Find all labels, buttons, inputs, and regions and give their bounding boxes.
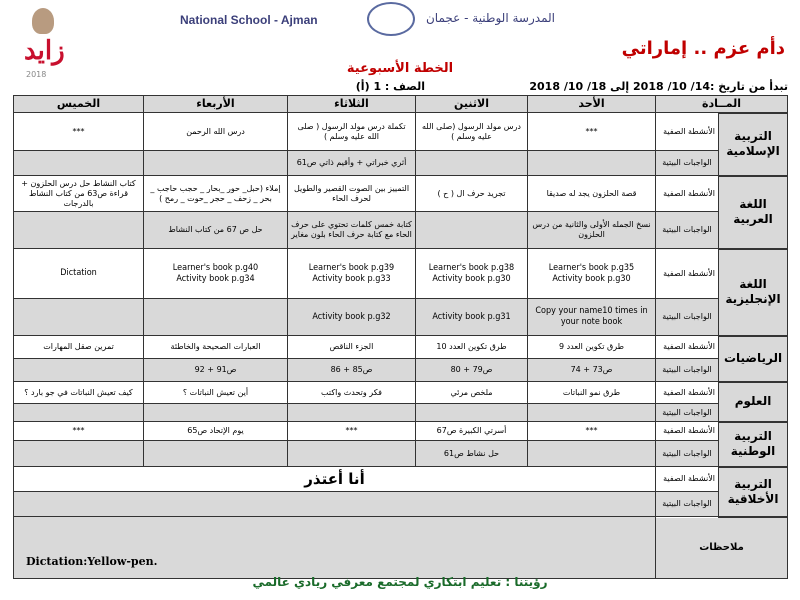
homework-cell: [528, 404, 656, 422]
activity-cell: تمرين صقل المهارات: [14, 336, 144, 359]
activity-cell: ***: [528, 113, 656, 151]
homework-cell: [528, 151, 656, 176]
subject-name: التربية الإسلامية: [719, 113, 788, 176]
subject-name: التربية الوطنية: [719, 422, 788, 467]
activity-cell: ***: [14, 113, 144, 151]
activity-cell: كتاب النشاط حل درس الحلزون + قراءة ص63 من كتاب النشاط بالدرجات: [14, 176, 144, 212]
notes-label: ملاحظات: [656, 517, 788, 579]
table-row-activities: [14, 336, 788, 359]
notes-value: Dictation:Yellow-pen.: [14, 517, 656, 579]
activity-cell: درس مولد الرسول (صلى الله عليه وسلم ): [416, 113, 528, 151]
homework-cell: ص85 + 86: [288, 359, 416, 382]
column-header: الأحد: [528, 96, 656, 113]
homework-cell: كتابة خمس كلمات تحتوي على حرف الحاء مع كتابة حرف الحاء بلون مغاير: [288, 212, 416, 249]
activity-cell: Learner's book p.g39 Activity book p.g33: [288, 249, 416, 299]
row-type-label: الأنشطة الصفية: [656, 249, 719, 299]
activity-cell: طرق تكوين العدد 9: [528, 336, 656, 359]
homework-cell: [144, 404, 288, 422]
table-row-homework: [14, 492, 788, 517]
homework-cell: [14, 404, 144, 422]
school-name-en: National School - Ajman: [180, 13, 318, 27]
year-of-zayed-logo: [20, 6, 70, 79]
table-header-row: [14, 96, 788, 113]
activity-cell: فكر وتحدث واكتب: [288, 382, 416, 404]
homework-cell: [144, 299, 288, 336]
row-type-label: الأنشطة الصفية: [656, 422, 719, 441]
homework-cell: [528, 441, 656, 467]
homework-cell: نسخ الجمله الأولى والثانية من درس الحلزون: [528, 212, 656, 249]
homework-cell: [14, 151, 144, 176]
table-row-activities: [14, 176, 788, 212]
column-header: الثلاثاء: [288, 96, 416, 113]
homework-cell: حل ص 67 من كتاب النشاط: [144, 212, 288, 249]
homework-cell: Copy your name10 times in your note book: [528, 299, 656, 336]
homework-cell: أثري خبراتي + وأقيم ذاتي ص61: [288, 151, 416, 176]
row-type-label: الأنشطة الصفية: [656, 467, 719, 492]
row-type-label: الواجبات البيتية: [656, 404, 719, 422]
table-row-homework: [14, 359, 788, 382]
table-row-activities: [14, 422, 788, 441]
activity-cell: درس الله الرحمن: [144, 113, 288, 151]
subject-name: التربية الأخلاقية: [719, 467, 788, 517]
activity-cell: تكملة درس مولد الرسول ( صلى الله عليه وسلم ): [288, 113, 416, 151]
homework-cell: ص79 + 80: [416, 359, 528, 382]
homework-cell: [14, 441, 144, 467]
subject-name: الرياضيات: [719, 336, 788, 382]
vision-statement: رؤيتنا : تعليم ابتكاري لمجتمع معرفي ريادي عالمي: [252, 575, 548, 589]
activity-cell: طرق تكوين العدد 10: [416, 336, 528, 359]
table-row-homework: [14, 404, 788, 422]
activity-cell: ملخص مرئي: [416, 382, 528, 404]
table-row-activities: [14, 249, 788, 299]
homework-cell: ص91 + 92: [144, 359, 288, 382]
homework-cell: [144, 151, 288, 176]
notes-row: [14, 517, 788, 579]
activity-cell: العبارات الصحيحة والخاطئة: [144, 336, 288, 359]
homework-cell: [288, 441, 416, 467]
activity-cell: إملاء (حبل_ حور _بحار _ حجب حاجب _ بحر _ زحف _ حجر _حوت _ رمح ): [144, 176, 288, 212]
table-row-homework: [14, 441, 788, 467]
row-type-label: الأنشطة الصفية: [656, 336, 719, 359]
activity-cell: كيف تعيش النباتات في جو بارد ؟: [14, 382, 144, 404]
activity-cell: Learner's book p.g40 Activity book p.g34: [144, 249, 288, 299]
subject-name: اللغة الإنجليزية: [719, 249, 788, 336]
activity-cell: Learner's book p.g38 Activity book p.g30: [416, 249, 528, 299]
row-type-label: الواجبات البيتية: [656, 441, 719, 467]
homework-cell: حل نشاط ص61: [416, 441, 528, 467]
date-range: تبدأ من تاريخ :14/ 10/ 2018 إلى 18/ 10/ 2018: [529, 80, 788, 93]
column-header: الخميس: [14, 96, 144, 113]
activity-cell: يوم الإتحاد ص65: [144, 422, 288, 441]
row-type-label: الأنشطة الصفية: [656, 382, 719, 404]
activity-cell: أنا أعتذر: [14, 467, 656, 492]
activity-cell: تجريد حرف ال ( ح ): [416, 176, 528, 212]
activity-cell: Learner's book p.g35 Activity book p.g30: [528, 249, 656, 299]
table-row-homework: [14, 212, 788, 249]
slogan: دأم عزم .. إماراتي: [621, 38, 785, 59]
table-row-homework: [14, 299, 788, 336]
row-type-label: الواجبات البيتية: [656, 151, 719, 176]
row-type-label: الواجبات البيتية: [656, 492, 719, 517]
homework-cell: [416, 212, 528, 249]
table-row-activities: [14, 382, 788, 404]
row-type-label: الواجبات البيتية: [656, 299, 719, 336]
row-type-label: الواجبات البيتية: [656, 212, 719, 249]
homework-cell: ص73 + 74: [528, 359, 656, 382]
homework-cell: [14, 212, 144, 249]
homework-cell: [288, 404, 416, 422]
activity-cell: طرق نمو النباتات: [528, 382, 656, 404]
zayed-logo-year: 2018: [26, 70, 47, 79]
row-type-label: الواجبات البيتية: [656, 359, 719, 382]
homework-cell: [14, 299, 144, 336]
activity-cell: Dictation: [14, 249, 144, 299]
activity-cell: ***: [288, 422, 416, 441]
weekly-plan-table: [13, 95, 788, 579]
homework-cell: Activity book p.g31: [416, 299, 528, 336]
table-row-activities: [14, 467, 788, 492]
activity-cell: قصة الحلزون يجد له صديقا: [528, 176, 656, 212]
row-type-label: الأنشطة الصفية: [656, 176, 719, 212]
activity-cell: ***: [528, 422, 656, 441]
column-header: المــادة: [656, 96, 788, 113]
homework-cell: [14, 492, 656, 517]
homework-cell: Activity book p.g32: [288, 299, 416, 336]
column-header: الأربعاء: [144, 96, 288, 113]
activity-cell: الجزء الناقص: [288, 336, 416, 359]
homework-cell: [416, 151, 528, 176]
grade-label: الصف : 1 (أ): [355, 80, 425, 93]
subject-name: اللغة العربية: [719, 176, 788, 249]
row-type-label: الأنشطة الصفية: [656, 113, 719, 151]
activity-cell: أسرتي الكبيرة ص67: [416, 422, 528, 441]
column-header: الاثنين: [416, 96, 528, 113]
homework-cell: [14, 359, 144, 382]
portrait-image: [32, 8, 54, 34]
table-row-activities: [14, 113, 788, 151]
activity-cell: أين تعيش النباتات ؟: [144, 382, 288, 404]
table-row-homework: [14, 151, 788, 176]
homework-cell: [416, 404, 528, 422]
page-title: الخطة الأسبوعية: [346, 61, 454, 76]
subject-name: العلوم: [719, 382, 788, 422]
school-name-ar: المدرسة الوطنية - عجمان: [425, 11, 555, 25]
homework-cell: [144, 441, 288, 467]
zayed-logo-text: زايد: [24, 36, 65, 66]
activity-cell: ***: [14, 422, 144, 441]
activity-cell: التمييز بين الصوت القصير والطويل لحرف الحاء: [288, 176, 416, 212]
